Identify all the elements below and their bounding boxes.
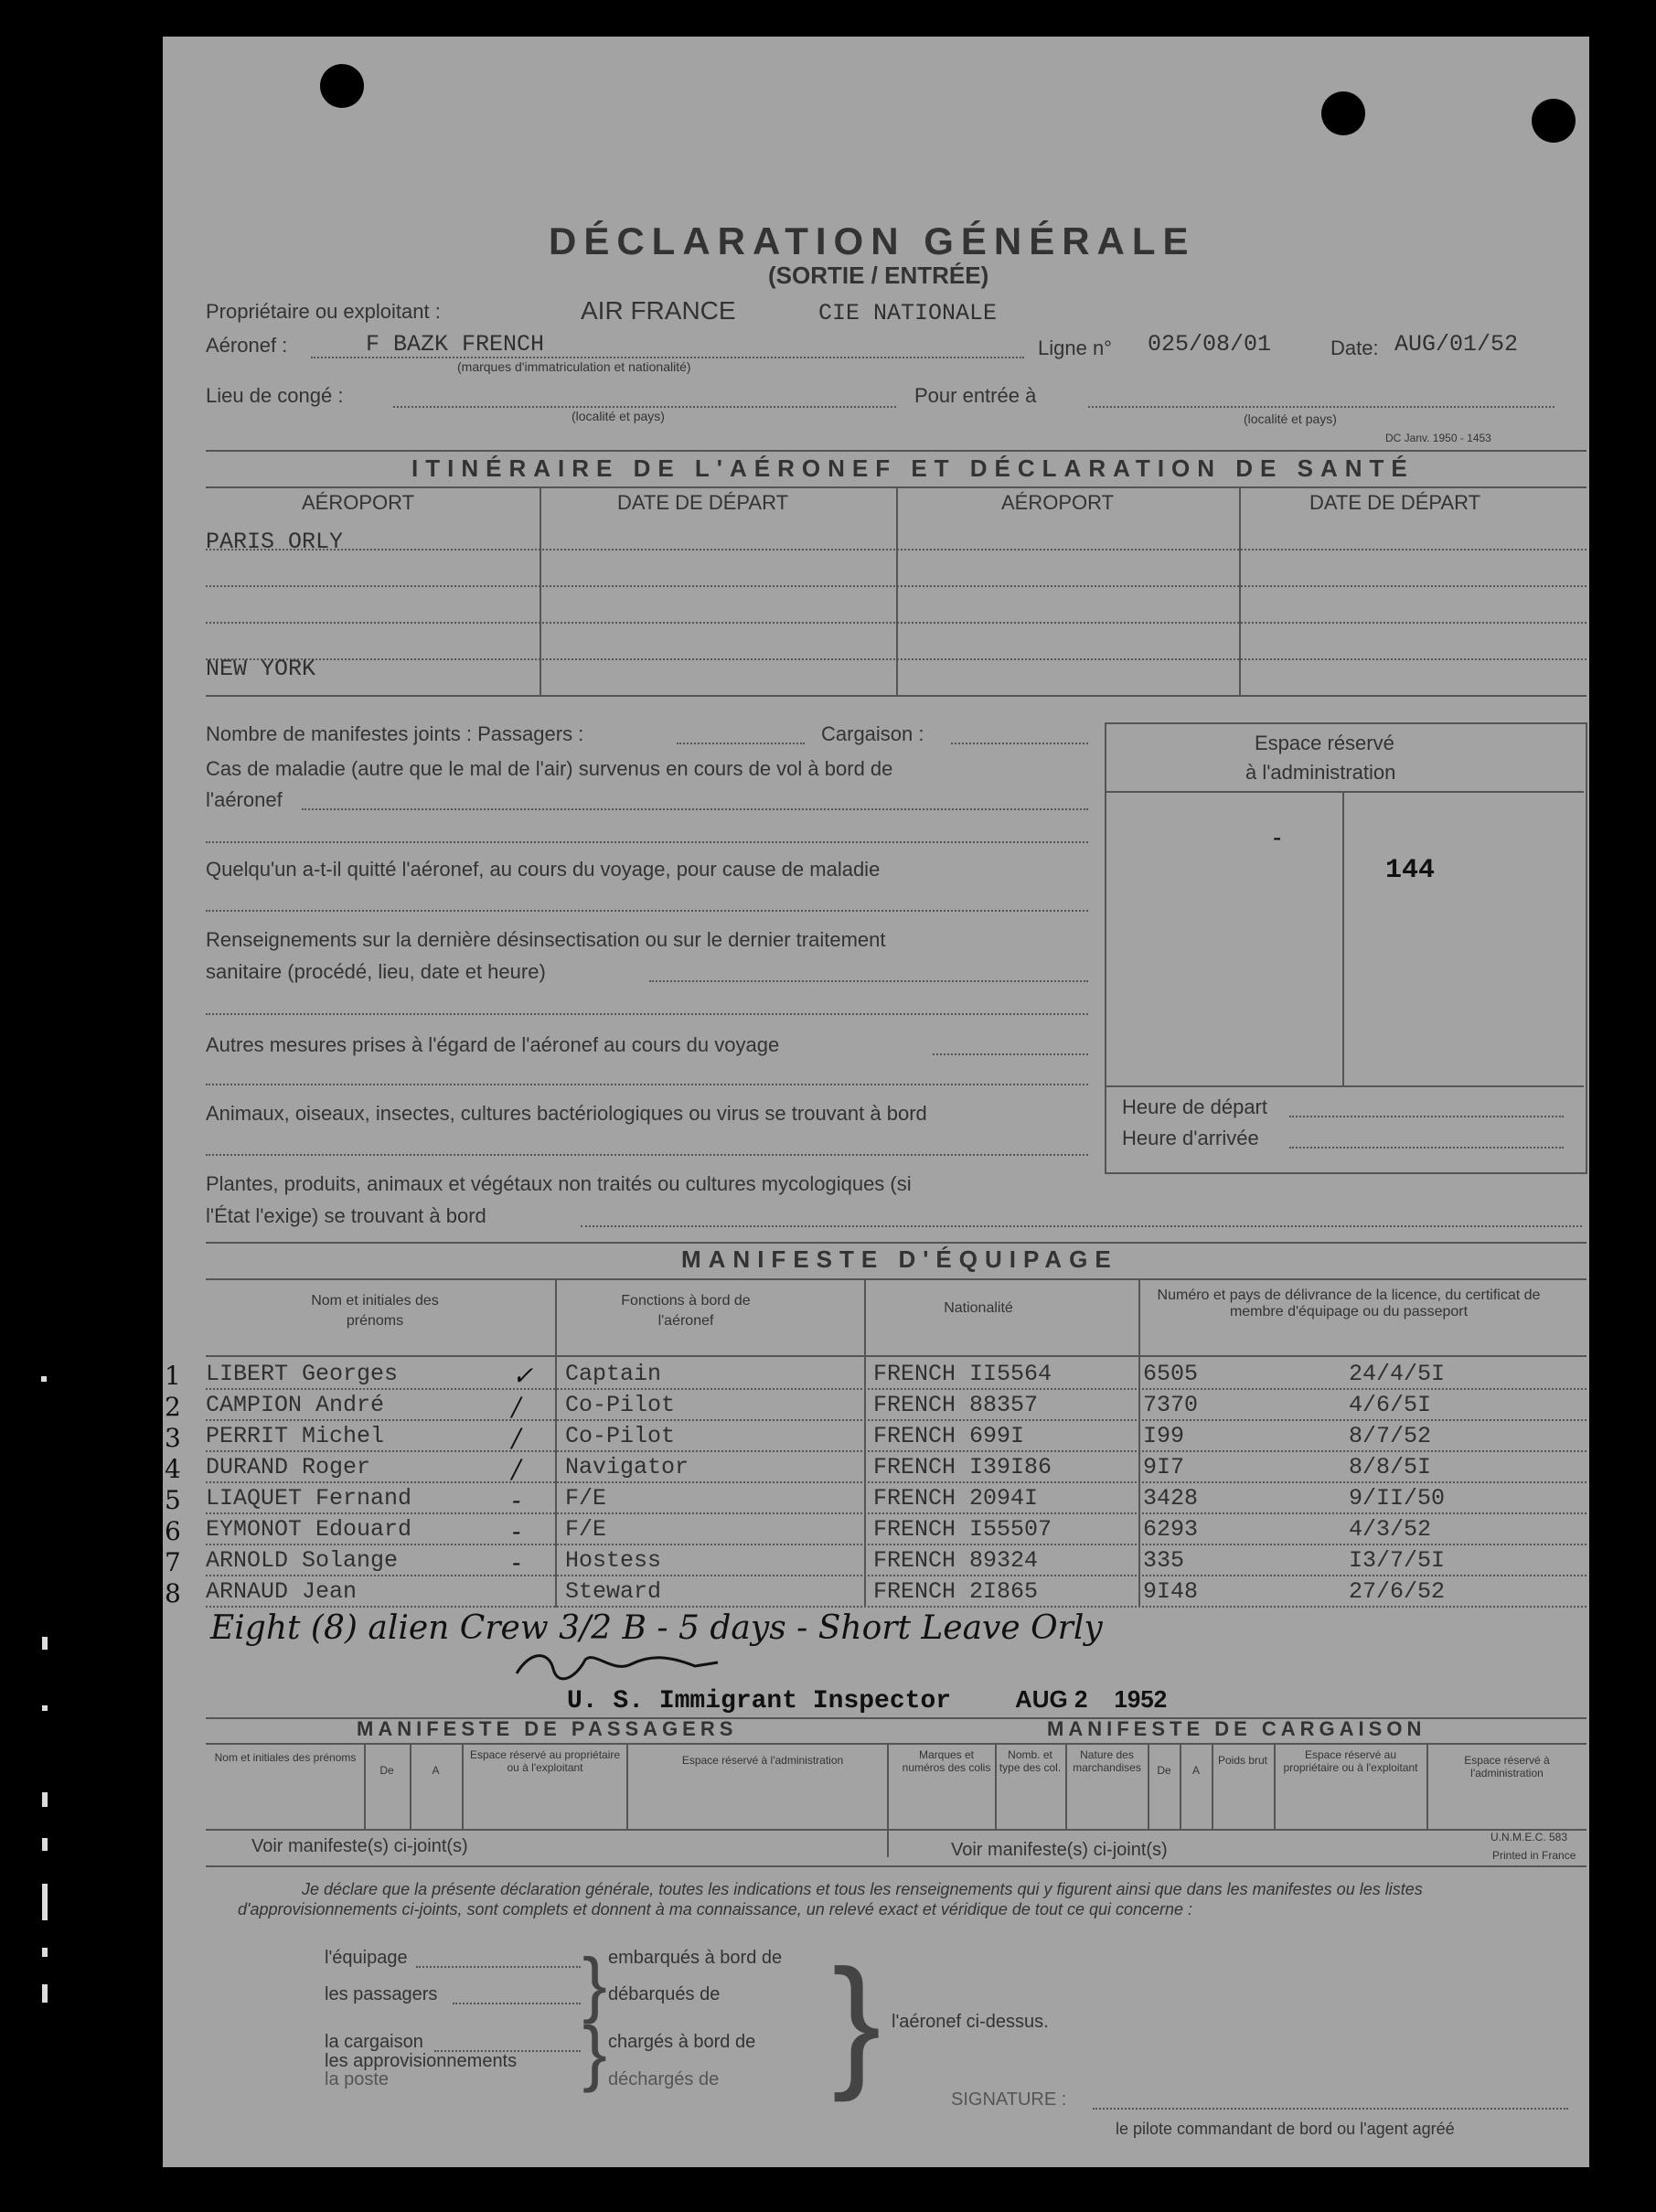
crew-row-line: [206, 1512, 1587, 1514]
animals-line: [206, 1154, 1088, 1156]
decl-supplies: les approvisionnements: [325, 2051, 518, 2071]
manifest-divider: [887, 1743, 892, 1857]
crew-license-number: 9I48: [1143, 1578, 1199, 1605]
crew-license-date: 8/8/5I: [1349, 1454, 1432, 1480]
cargo-count-label: Cargaison :: [821, 722, 924, 745]
entry-label: Pour entrée à: [914, 384, 1037, 407]
aircraft-value: F BAZK FRENCH: [366, 331, 545, 358]
crew-function: F/E: [565, 1485, 607, 1512]
col-crew-name: Nom et initiales des prénoms: [311, 1293, 439, 1329]
cargo-section-title: MANIFESTE DE CARGAISON: [1047, 1717, 1426, 1740]
crew-check-mark: /: [512, 1423, 521, 1453]
airport-from: PARIS ORLY: [206, 529, 344, 555]
admin-title: Espace réservé: [1255, 732, 1394, 754]
crew-function: Co-Pilot: [565, 1392, 676, 1418]
edge-mark: [42, 1838, 48, 1851]
decl-loaded: chargés à bord de: [608, 2032, 756, 2052]
col-date-2: DATE DE DÉPART: [1309, 491, 1481, 514]
disinsect-label: Renseignements sur la dernière désinsectisation ou sur le dernier traitement: [206, 928, 886, 951]
edge-mark: [42, 1948, 48, 1957]
pax-col: [626, 1743, 628, 1829]
punch-hole: [320, 64, 364, 108]
cargo-col-nature: Nature des marchandises: [1073, 1748, 1141, 1774]
itinerary-section-title: ITINÉRAIRE DE L'AÉRONEF ET DÉCLARATION DE SANTÉ: [411, 454, 1415, 482]
animals-label: Animaux, oiseaux, insectes, cultures bactériologiques ou virus se trouvant à bord: [206, 1102, 927, 1125]
itinerary-divider: [1239, 486, 1241, 695]
illness-line: [302, 808, 1088, 810]
disinsect-line-2: [206, 1013, 1088, 1015]
departure-place-line: [393, 406, 896, 408]
locality-note-1: (localité et pays): [572, 409, 665, 423]
section-rule: [206, 1743, 1587, 1745]
section-rule: [206, 450, 1587, 452]
decl-passengers: les passagers: [325, 1984, 438, 2004]
crew-license-number: 6293: [1143, 1516, 1199, 1543]
edge-mark: [42, 1792, 48, 1807]
crew-row-number: 5: [165, 1485, 181, 1515]
crew-section-title: MANIFESTE D'ÉQUIPAGE: [681, 1245, 1118, 1273]
decl-embarked: embarqués à bord de: [608, 1948, 783, 1968]
punch-hole: [1532, 99, 1576, 143]
cargo-col: [1426, 1743, 1428, 1829]
crew-license-date: 8/7/52: [1349, 1423, 1432, 1449]
form-subtitle: (SORTIE / ENTRÉE): [768, 262, 989, 289]
crew-name: DURAND Roger: [206, 1454, 371, 1480]
decl-crew: l'équipage: [325, 1948, 408, 1968]
crew-name: LIBERT Georges: [206, 1361, 399, 1387]
pax-col-name: Nom et initiales des prénoms: [214, 1751, 357, 1764]
section-rule: [206, 1829, 1587, 1831]
crew-nationality: FRENCH 699I: [873, 1423, 1025, 1449]
section-rule: [206, 695, 1587, 697]
decl-crew-line: [416, 1966, 581, 1968]
disinsect-label-2: sanitaire (procédé, lieu, date et heure): [206, 960, 546, 983]
crew-license-date: I3/7/5I: [1349, 1547, 1446, 1574]
crew-license-number: 9I7: [1143, 1454, 1185, 1480]
left-aircraft-label: Quelqu'un a-t-il quitté l'aéronef, au cours du voyage, pour cause de maladie: [206, 858, 881, 881]
manifests-line: [677, 743, 805, 744]
crew-check-mark: -: [512, 1547, 521, 1577]
pax-col: [462, 1743, 464, 1829]
cargo-col-count: Nomb. et type des col.: [999, 1748, 1062, 1774]
crew-license-date: 9/II/50: [1349, 1485, 1446, 1512]
cargo-col: [1065, 1743, 1067, 1829]
edge-mark: [42, 1705, 48, 1711]
punch-hole: [1321, 91, 1365, 135]
itinerary-row-line: [206, 658, 1587, 660]
crew-name: PERRIT Michel: [206, 1423, 385, 1449]
crew-col-divider: [1138, 1278, 1140, 1608]
crew-nationality: FRENCH I39I86: [873, 1454, 1052, 1480]
form-title: DÉCLARATION GÉNÉRALE: [549, 219, 1196, 262]
decl-mail: la poste: [325, 2069, 390, 2089]
disinsect-line: [649, 980, 1088, 982]
plants-line: [581, 1225, 1582, 1227]
declaration-text: Je déclare que la présente déclaration générale, toutes les indications et tous les renseignements qui y figurent ainsi que dans les manifestes ou les listes d'approvisionnements ci-joints, sont complets et donnent à ma connaissance, un relevé exact et véridique de tout ce qui concerne :: [238, 1880, 1423, 1918]
airport-to: NEW YORK: [206, 656, 316, 682]
section-rule: [206, 1865, 1587, 1867]
crew-row-number: 1: [165, 1361, 181, 1391]
decl-brace: }: [582, 2012, 607, 2093]
crew-check-mark: -: [512, 1485, 521, 1515]
crew-name: ARNOLD Solange: [206, 1547, 399, 1574]
departure-time-label: Heure de départ: [1122, 1095, 1267, 1118]
crew-nationality: FRENCH II5564: [873, 1361, 1052, 1387]
decl-disembarked: débarqués de: [608, 1984, 721, 2004]
crew-license-number: 6505: [1143, 1361, 1199, 1387]
departure-time-line: [1289, 1116, 1564, 1117]
crew-license-number: 335: [1143, 1547, 1185, 1574]
crew-col-divider: [864, 1278, 866, 1608]
decl-cargo: la cargaison: [325, 2032, 423, 2052]
cargo-col: [1180, 1743, 1181, 1829]
admin-box-divider: [1342, 791, 1344, 1085]
crew-name: CAMPION André: [206, 1392, 385, 1418]
crew-function: Captain: [565, 1361, 662, 1387]
signature-note: le pilote commandant de bord ou l'agent agréé: [1116, 2120, 1455, 2138]
pax-col: [410, 1743, 411, 1829]
section-rule: [206, 1278, 1587, 1280]
pax-col-owner: Espace réservé au propriétaire ou à l'exploitant: [469, 1748, 621, 1774]
crew-row-number: 2: [165, 1392, 181, 1422]
illness-label: Cas de maladie (autre que le mal de l'air) survenus en cours de vol à bord de: [206, 757, 893, 780]
cargo-footnote-1: U.N.M.E.C. 583: [1490, 1831, 1568, 1843]
edge-mark: [42, 1637, 48, 1650]
manifests-label: Nombre de manifestes joints : Passagers :: [206, 722, 584, 745]
cargo-col-marks: Marques et numéros des colis: [902, 1748, 991, 1774]
locality-note-2: (localité et pays): [1244, 411, 1337, 426]
crew-row-number: 3: [165, 1423, 181, 1453]
line-label: Ligne n°: [1038, 337, 1112, 359]
admin-dash: -: [1273, 823, 1282, 851]
arrival-time-label: Heure d'arrivée: [1122, 1127, 1259, 1149]
section-rule: [206, 1242, 1587, 1244]
itinerary-divider: [540, 486, 541, 695]
cargo-see-manifest: Voir manifeste(s) ci-joint(s): [951, 1840, 1168, 1860]
owner-value-2: CIE NATIONALE: [818, 300, 998, 326]
crew-row-number: 7: [165, 1547, 181, 1577]
crew-row-line: [206, 1450, 1587, 1452]
date-label: Date:: [1330, 337, 1379, 359]
signature-scribble: [512, 1646, 722, 1683]
crew-license-number: 7370: [1143, 1392, 1199, 1418]
cargo-col-de: De: [1157, 1764, 1171, 1777]
crew-function: Hostess: [565, 1547, 662, 1574]
itinerary-row-line: [206, 585, 1587, 587]
crew-row-line: [206, 1481, 1587, 1483]
crew-row-line: [206, 1606, 1587, 1608]
col-date-1: DATE DE DÉPART: [617, 491, 789, 514]
departure-place-label: Lieu de congé :: [206, 384, 344, 407]
pax-col-a: A: [432, 1764, 440, 1777]
crew-license-number: 3428: [1143, 1485, 1199, 1512]
col-crew-license: Numéro et pays de délivrance de la licence, du certificat de membre d'équipage ou du passeport: [1157, 1288, 1541, 1320]
crew-check-mark: -: [512, 1516, 521, 1546]
admin-box-rule: [1106, 1085, 1584, 1087]
crew-license-date: 24/4/5I: [1349, 1361, 1446, 1387]
inspector-title: U. S. Immigrant Inspector: [567, 1687, 952, 1715]
crew-license-date: 27/6/52: [1349, 1578, 1446, 1605]
left-aircraft-line: [206, 910, 1088, 912]
edge-mark: [42, 1984, 48, 2003]
crew-check-mark: /: [512, 1454, 521, 1484]
cargo-col-admin: Espace réservé à l'administration: [1464, 1754, 1550, 1779]
crew-row-number: 8: [165, 1578, 181, 1608]
crew-row-line: [206, 1544, 1587, 1545]
crew-function: Co-Pilot: [565, 1423, 676, 1449]
admin-title-2: à l'administration: [1245, 761, 1396, 784]
crew-col-divider: [555, 1278, 557, 1608]
crew-license-number: I99: [1143, 1423, 1185, 1449]
decl-unloaded: déchargés de: [608, 2069, 720, 2089]
pax-col-admin: Espace réservé à l'administration: [681, 1754, 844, 1767]
crew-nationality: FRENCH 88357: [873, 1392, 1039, 1418]
other-measures-line: [933, 1053, 1088, 1055]
cargo-col-a: A: [1191, 1764, 1200, 1777]
inspector-signature: [512, 1646, 722, 1691]
pax-col-de: De: [379, 1764, 394, 1777]
cargo-col: [1148, 1743, 1149, 1829]
crew-nationality: FRENCH 2094I: [873, 1485, 1039, 1512]
line-value: 025/08/01: [1148, 331, 1272, 358]
pax-see-manifest: Voir manifeste(s) ci-joint(s): [251, 1836, 468, 1856]
decl-brace: }: [582, 1943, 607, 2025]
aircraft-label: Aéronef :: [206, 334, 288, 357]
other-measures-label: Autres mesures prises à l'égard de l'aéronef au cours du voyage: [206, 1033, 780, 1056]
crew-row-line: [206, 1388, 1587, 1390]
illness-label-2: l'aéronef: [206, 788, 283, 811]
entry-line: [1088, 406, 1555, 408]
col-crew-function: Fonctions à bord de l'aéronef: [621, 1293, 751, 1329]
handwritten-note: Eight (8) alien Crew 3/2 B - 5 days - Short Leave Orly: [210, 1609, 1103, 1647]
edge-mark: [41, 1376, 47, 1382]
crew-row-number: 4: [165, 1454, 181, 1484]
passengers-section-title: MANIFESTE DE PASSAGERS: [357, 1717, 738, 1740]
crew-function: F/E: [565, 1516, 607, 1543]
form-ref: DC Janv. 1950 - 1453: [1385, 432, 1491, 444]
cargo-col-owner: Espace réservé au propriétaire ou à l'exploitant: [1283, 1748, 1418, 1774]
admin-number: 144: [1385, 855, 1436, 886]
crew-row-line: [206, 1419, 1587, 1421]
col-airport-2: AÉROPORT: [1001, 491, 1115, 514]
date-value: AUG/01/52: [1394, 331, 1519, 358]
decl-big-brace: }: [832, 1939, 881, 2102]
col-crew-nationality: Nationalité: [944, 1300, 1013, 1316]
plants-label-2: l'État l'exige) se trouvant à bord: [206, 1204, 486, 1227]
itinerary-row-line: [206, 549, 1587, 550]
decl-passengers-line: [453, 2003, 581, 2004]
aircraft-note: (marques d'immatriculation et nationalité): [457, 359, 691, 374]
itinerary-row-line: [206, 622, 1587, 624]
owner-value: AIR FRANCE: [581, 296, 736, 325]
cargo-footnote-2: Printed in France: [1492, 1849, 1576, 1862]
crew-nationality: FRENCH 89324: [873, 1547, 1039, 1574]
admin-box-rule: [1106, 791, 1584, 793]
crew-license-date: 4/3/52: [1349, 1516, 1432, 1543]
edge-mark: [42, 1884, 48, 1920]
crew-function: Navigator: [565, 1454, 689, 1480]
cargo-count-line: [951, 743, 1088, 744]
crew-row-number: 6: [165, 1516, 181, 1546]
arrival-time-line: [1289, 1147, 1564, 1149]
crew-function: Steward: [565, 1578, 662, 1605]
cargo-col: [1274, 1743, 1276, 1829]
crew-name: EYMONOT Edouard: [206, 1516, 412, 1543]
cargo-col-weight: Poids brut: [1217, 1754, 1268, 1767]
signature-label: SIGNATURE :: [951, 2089, 1067, 2110]
crew-row-line: [206, 1575, 1587, 1576]
owner-label: Propriétaire ou exploitant :: [206, 300, 441, 323]
crew-check-mark: /: [512, 1392, 521, 1422]
itinerary-divider: [896, 486, 902, 695]
crew-name: LIAQUET Fernand: [206, 1485, 412, 1512]
aircraft-line: [311, 357, 1024, 358]
crew-license-date: 4/6/5I: [1349, 1392, 1432, 1418]
crew-nationality: FRENCH I55507: [873, 1516, 1052, 1543]
signature-line: [1093, 2108, 1568, 2110]
crew-nationality: FRENCH 2I865: [873, 1578, 1039, 1605]
other-measures-line-2: [206, 1084, 1088, 1085]
crew-name: ARNAUD Jean: [206, 1578, 358, 1605]
plants-label: Plantes, produits, animaux et végétaux non traités ou cultures mycologiques (si: [206, 1172, 912, 1195]
pax-col: [364, 1743, 366, 1829]
crew-header-rule: [206, 1355, 1587, 1357]
illness-line-2: [206, 841, 1088, 843]
decl-aircraft-above: l'aéronef ci-dessus.: [892, 2012, 1049, 2032]
stamp-date: AUG 2 1952: [1015, 1685, 1168, 1713]
crew-check-mark: ✓: [512, 1361, 534, 1391]
col-airport-1: AÉROPORT: [302, 491, 415, 514]
